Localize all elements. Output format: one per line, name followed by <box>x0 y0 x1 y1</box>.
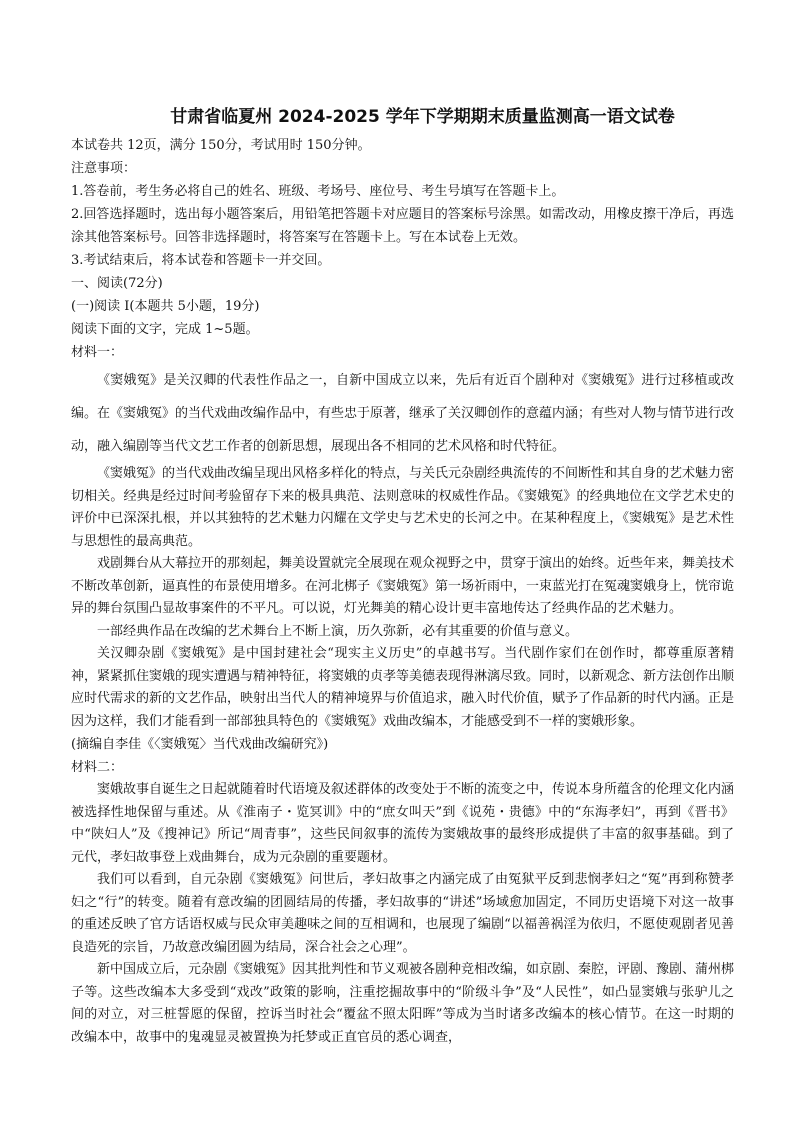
material-1-paragraph: 《窦娥冤》的当代戏曲改编呈现出风格多样化的特点，与关氏元杂剧经典流传的不间断性和其自身的艺术魅力密切相关。经典是经过时间考验留存下来的极具典范、法则意味的权威性作品。《窦娥冤》的经典地位在文学艺术史的评价中已深深扎根，并以其独特的艺术魅力闪耀在文学史与艺术史的长河之中。在某种程度上，《窦娥冤》是艺术性与思想性的最高典范。 <box>71 466 735 549</box>
material-1-paragraph: 一部经典作品在改编的艺术舞台上不断上演，历久弥新，必有其重要的价值与意义。 <box>97 623 579 639</box>
exam-info-line: 本试卷共 12页，满分 150分，考试用时 150分钟。 <box>71 138 371 153</box>
section-heading: 一、阅读(72分) <box>71 276 163 291</box>
material-1-source: (摘编自李佳《〈窦娥冤〉当代戏曲改编研究》) <box>71 737 329 752</box>
material-2-paragraph: 我们可以看到，自元杂剧《窦娥冤》问世后，孝妇故事之内涵完成了由冤狱平反到悲悯孝妇之“冤”再到称赞孝妇之“行”的转变。随着有意改编的团圆结局的传播，孝妇故事的“讲述”场域愈加固定，不同历史语境下对这一故事的重述反映了官方话语权威与民众审美趣味之间的互相调和，也展现了编剧“以福善祸淫为依归，不愿使观剧者见善良造死的宗旨，乃故意改编团圆为结局，深合社会之心理”。 <box>71 872 734 955</box>
notice-item-3: 3.考试结束后，将本试卷和答题卡一并交回。 <box>71 253 331 268</box>
notice-item-1: 1.答卷前，考生务必将自己的姓名、班级、考场号、座位号、考生号填写在答题卡上。 <box>71 184 565 199</box>
material-1 <box>71 364 734 756</box>
material-2 <box>71 756 734 1049</box>
material-1-paragraph: 戏剧舞台从大幕拉开的那刻起，舞美设置就完全展现在观众视野之中，贯穿于演出的始终。近些年来，舞美技术不断改革创新，逼真性的布景使用增多。在河北梆子《窦娥冤》第一场祈雨中，一束蓝光打在冤魂窦娥身上，恍帘诡异的舞台氛围凸显故事案件的不平凡。可以说，灯光舞美的精心设计更丰富地传达了经典作品的艺术魅力。 <box>71 556 735 616</box>
material-2-paragraph: 窦娥故事自诞生之日起就随着时代语境及叙述群体的改变处于不断的流变之中，传说本身所蕴含的伦理文化内涵被选择性地保留与重述。从《淮南子・览冥训》中的“庶女叫天”到《说苑・贵德》中的“东海孝妇”，再到《晋书》中“陕妇人”及《搜神记》所记“周青事”，这些民间叙事的流传为窦娥故事的最终形成提供了丰富的叙事基础。到了元代，孝妇故事登上戏曲舞台，成为元杂剧的重要题材。 <box>71 782 735 865</box>
notice-heading: 注意事项： <box>71 161 137 176</box>
material-1-label: 材料一： <box>71 345 124 360</box>
exam-header <box>71 134 734 364</box>
material-1-paragraph: 《窦娥冤》是关汉卿的代表性作品之一，自新中国成立以来，先后有近百个剧种对《窦娥冤》进行过移植或改编。在《窦娥冤》的当代戏曲改编作品中，有些忠于原著，继承了关汉卿创作的意蕴内涵；有些对人物与情节进行改动，融入编剧等当代文艺工作者的创新思想，展现出各不相同的艺术风格和时代特征。 <box>71 373 735 454</box>
notice-item-2: 2.回答选择题时，选出每小题答案后，用铅笔把答题卡对应题目的答案标号涂黑。如需改动，用橡皮擦干净后，再选涂其他答案标号。回答非选择题时，将答案写在答题卡上。写在本试卷上无效。 <box>71 207 734 245</box>
material-2-paragraph: 新中国成立后，元杂剧《窦娥冤》因其批判性和节义观被各剧种竞相改编，如京剧、秦腔，评剧、豫剧、蒲州梆子等。这些改编本大多受到“戏改”政策的影响，注重挖掘故事中的“阶级斗争”及“人民性”，如凸显窦娥与张驴儿之间的对立，对三桩誓愿的保留，控诉当时社会“覆盆不照太阳晖”等成为当时诸多改编本的核心情节。在这一时期的改编本中，故事中的鬼魂显灵被置换为托梦或正直官员的悉心调查， <box>71 962 735 1045</box>
subsection-heading: (一)阅读 I(本题共 5小题，19分) <box>71 299 260 314</box>
material-2-label: 材料二： <box>71 760 124 775</box>
exam-title: 甘肃省临夏州 2024-2025 学年下学期期末质量监测高一语文试卷 <box>170 107 675 127</box>
reading-instruction: 阅读下面的文字，完成 1~5题。 <box>71 322 259 337</box>
material-1-paragraph: 关汉卿杂剧《窦娥冤》是中国封建社会“现实主义历史”的卓越书写。当代剧作家们在创作时，都尊重原著精神，紧紧抓住窦娥的现实遭遇与精神特征，将窦娥的贞孝等美德表现得淋漓尽致。同时，以新观念、新方法创作出顺应时代需求的新的文艺作品，映射出当代人的精神境界与价值追求，融入时代价值，赋予了作品新的时代内涵。正是因为这样，我们才能看到一部部独具特色的《窦娥冤》戏曲改编本，才能感受到不一样的窦娥形象。 <box>71 646 735 729</box>
